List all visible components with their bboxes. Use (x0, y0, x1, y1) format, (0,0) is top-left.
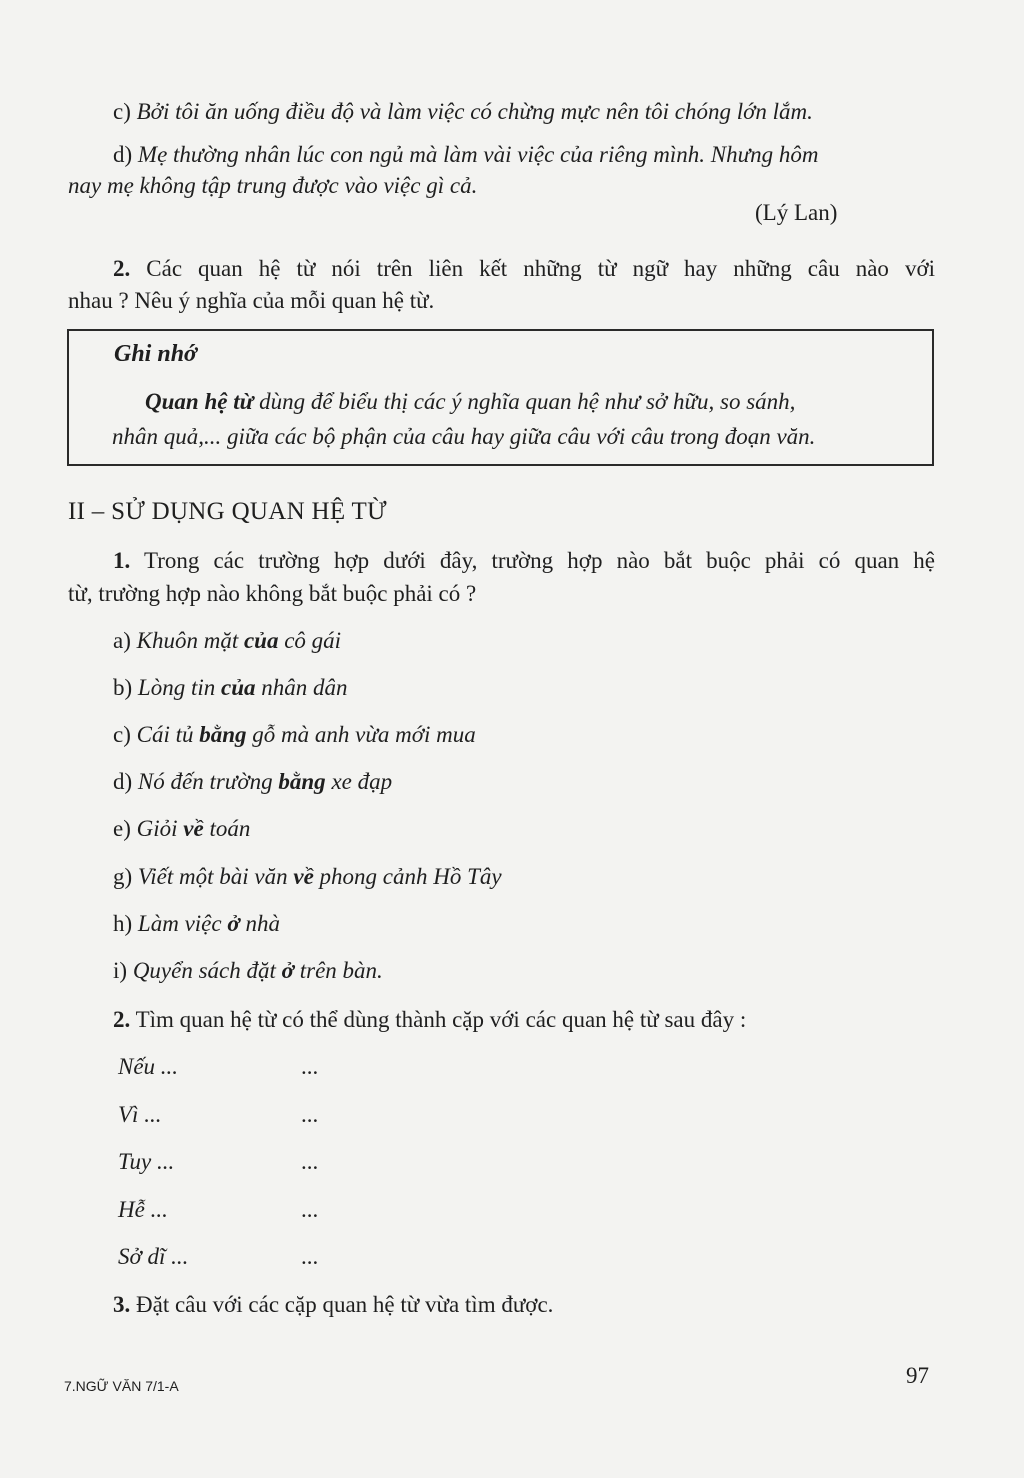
footer-book-code: 7.NGỮ VĂN 7/1-A (64, 1378, 179, 1394)
question-number: 2. (113, 256, 131, 281)
item-text: Lòng tin (137, 675, 221, 700)
ghi-nho-title: Ghi nhớ (114, 341, 197, 367)
pair-blank: ... (301, 1149, 319, 1174)
pair-word: Sở dĩ ... (118, 1244, 189, 1269)
item-text: Quyển sách đặt (132, 958, 282, 983)
item-text: Làm việc (137, 911, 228, 936)
example-c-text: Bởi tôi ăn uống điều độ và làm việc có chừng mực nên tôi chóng lớn lắm. (136, 99, 813, 124)
item-keyword: về (293, 864, 314, 889)
list-item (113, 720, 476, 750)
item-keyword: của (243, 628, 279, 653)
item-text: phong cảnh Hồ Tây (313, 864, 502, 889)
item-label: c) (113, 99, 137, 124)
item-keyword: bằng (278, 769, 326, 794)
item-label: c) (113, 722, 137, 747)
pair-word: Nếu ... (118, 1054, 179, 1079)
question-1-line2: từ, trường hợp nào không bắt buộc phải có ? (68, 581, 477, 606)
item-keyword: của (221, 675, 256, 700)
question-1-line1 (113, 546, 935, 576)
item-text: trên bàn. (293, 958, 383, 983)
ghi-nho-term: Quan hệ từ (145, 389, 254, 414)
list-item (113, 626, 341, 656)
list-item (113, 767, 392, 797)
list-item (113, 673, 348, 703)
example-d-line2: nay mẹ không tập trung được vào việc gì cả. (68, 173, 478, 198)
question-3 (113, 1290, 553, 1320)
item-text: xe đạp (325, 769, 393, 794)
item-text: toán (203, 816, 251, 841)
question-2-text-1: Các quan hệ từ nói trên liên kết những từ ngữ hay những câu nào với (130, 256, 935, 281)
ghi-nho-text-1: dùng để biểu thị các ý nghĩa quan hệ như sở hữu, so sánh, (253, 389, 796, 414)
pair-blank: ... (301, 1197, 319, 1222)
item-label: b) (113, 675, 138, 700)
question-3-text: Đặt câu với các cặp quan hệ từ vừa tìm được. (130, 1292, 554, 1317)
item-keyword: ở (281, 958, 294, 983)
page-number: 97 (906, 1363, 929, 1388)
item-label: d) (113, 769, 138, 794)
item-label: h) (113, 911, 138, 936)
item-text: Viết một bài văn (137, 864, 294, 889)
item-text: cô gái (278, 628, 342, 653)
item-keyword: về (183, 816, 204, 841)
item-text: nhân dân (255, 675, 348, 700)
item-label: d) (113, 142, 138, 167)
ghi-nho-line1 (145, 387, 795, 417)
question-2-line1 (113, 254, 935, 284)
question-number: 2. (113, 1007, 131, 1032)
item-text: Cái tủ (136, 722, 200, 747)
question-number: 3. (113, 1292, 131, 1317)
item-label: a) (113, 628, 137, 653)
question-2b (113, 1005, 746, 1035)
item-label: e) (113, 816, 137, 841)
list-item (113, 862, 502, 892)
example-c (113, 97, 813, 127)
item-keyword: bằng (199, 722, 247, 747)
item-text: Nó đến trường (137, 769, 279, 794)
question-1-text-1: Trong các trường hợp dưới đây, trường hợp nào bắt buộc phải có quan hệ (130, 548, 935, 573)
pair-word: Tuy ... (118, 1149, 175, 1174)
list-item (113, 956, 383, 986)
pair-word: Hễ ... (118, 1197, 168, 1222)
item-text: Khuôn mặt (136, 628, 244, 653)
item-text: Giỏi (136, 816, 184, 841)
list-item (113, 814, 250, 844)
pair-blank: ... (301, 1244, 319, 1269)
pair-word: Vì ... (118, 1102, 162, 1127)
list-item (113, 909, 280, 939)
item-label: i) (113, 958, 133, 983)
item-text: gỗ mà anh vừa mới mua (246, 722, 476, 747)
ghi-nho-line2: nhân quả,... giữa các bộ phận của câu hay giữa câu với câu trong đoạn văn. (112, 424, 816, 449)
question-number: 1. (113, 548, 131, 573)
item-label: g) (113, 864, 138, 889)
example-d-line1 (113, 140, 819, 170)
pair-blank: ... (301, 1102, 319, 1127)
question-2-line2: nhau ? Nêu ý nghĩa của mỗi quan hệ từ. (68, 288, 435, 313)
item-text: nhà (239, 911, 280, 936)
item-keyword: ở (227, 911, 240, 936)
attribution: (Lý Lan) (755, 200, 838, 225)
section-heading: II – SỬ DỤNG QUAN HỆ TỪ (68, 498, 387, 525)
question-2b-text: Tìm quan hệ từ có thể dùng thành cặp với các quan hệ từ sau đây : (130, 1007, 747, 1032)
example-d-text-1: Mẹ thường nhân lúc con ngủ mà làm vài việc của riêng mình. Nhưng hôm (137, 142, 819, 167)
pair-blank: ... (301, 1054, 319, 1079)
